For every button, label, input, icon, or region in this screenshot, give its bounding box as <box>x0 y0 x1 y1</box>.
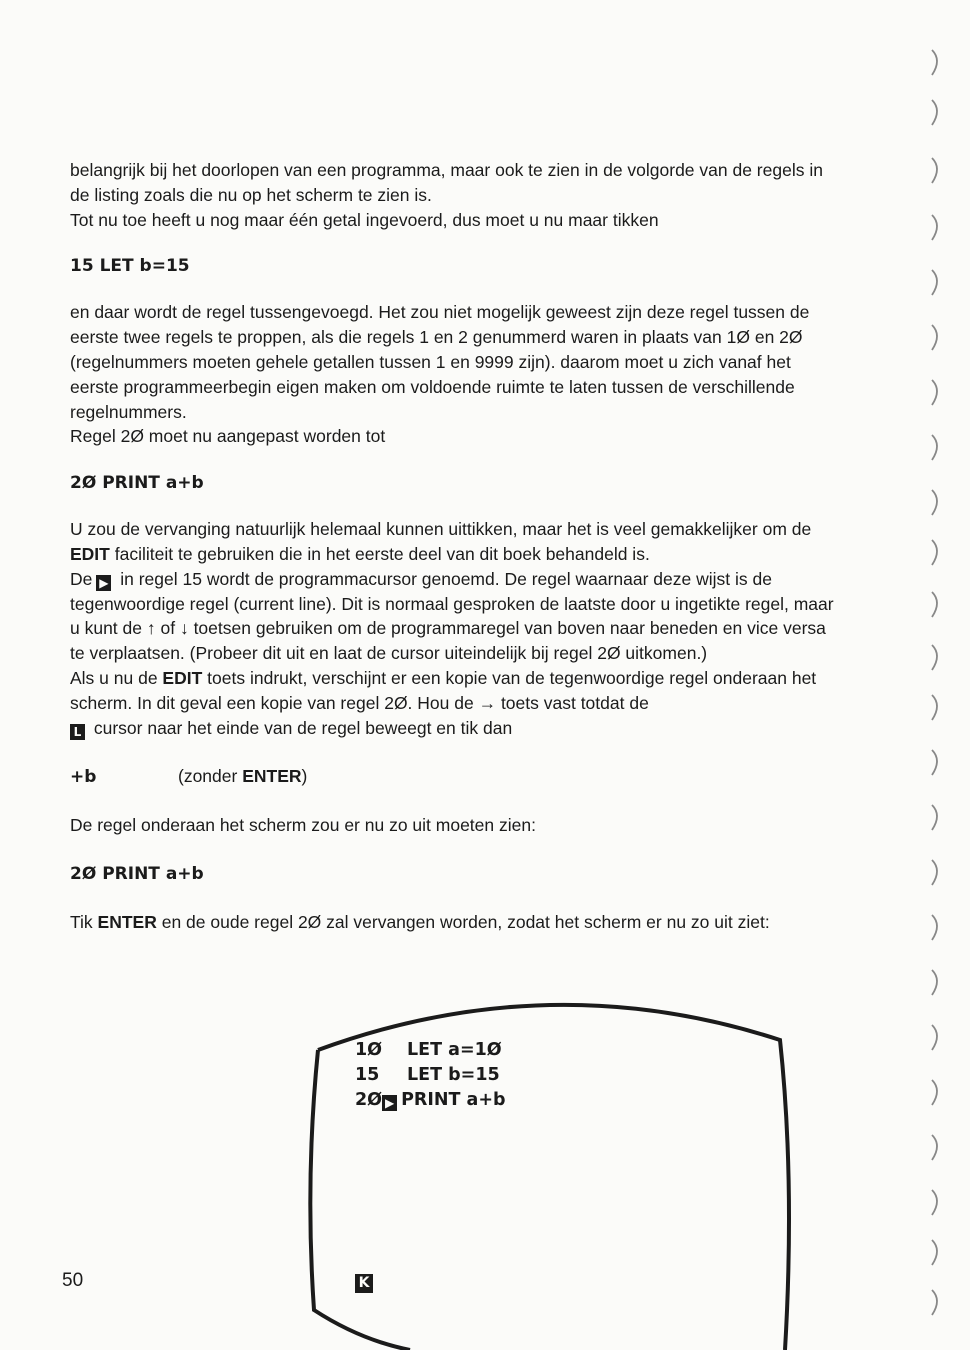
arrow-right-icon: → <box>478 692 497 713</box>
k-cursor <box>355 1272 373 1293</box>
k-cursor-icon: K <box>355 1274 373 1293</box>
paragraph-1: belangrijk bij het doorlopen van een programma, maar ook te zien in de volgorde van de regels in de listing zoals die nu op het scherm te zien is. <box>70 160 823 205</box>
l-cursor-icon: L <box>70 724 85 740</box>
paragraph-3: en daar wordt de regel tussengevoegd. Het zou niet mogelijk geweest zijn deze regel tussen de eerste twee regels te proppen, als die regels 1 en 2 genummerd waren in plaats van 1Ø en 2Ø (regelnummers moeten gehele getallen tussen 1 en 9999 zijn). daarom moet u zich vanaf het eerste programmeerbegin eigen maken om voldoende ruimte te laten tussen de verschillende regelnummers. <box>70 302 810 422</box>
code-line-20: 2Ø PRINT a+b <box>70 473 204 494</box>
paragraph-5: U zou de vervanging natuurlijk helemaal kunnen uittikken, maar het is veel gemakkelijker om de EDIT faciliteit te gebruiken die in het eerste deel van dit boek behandeld is. <box>70 519 812 564</box>
code-plus-b: +b (zonder ENTER) <box>70 766 308 788</box>
paragraph-7: Als u nu de EDIT toets indrukt, verschijnt er een kopie van de tegenwoordige regel onderaan het scherm. In dit geval een kopie van regel 2Ø. Hou de → toets vast totdat de <box>70 667 817 713</box>
arrow-up-icon: ↑ <box>146 618 156 639</box>
paragraph-9: De regel onderaan het scherm zou er nu zo uit moeten zien: <box>70 815 536 836</box>
arrow-down-icon: ↓ <box>179 618 189 639</box>
code-line-20-b: 2Ø PRINT a+b <box>70 864 204 885</box>
paragraph-2: Tot nu toe heeft u nog maar één getal ingevoerd, dus moet u nu maar tikken <box>70 209 659 230</box>
screen-program-cursor-icon: ▶ <box>382 1095 397 1111</box>
page-number: 50 <box>62 1270 84 1291</box>
paragraph-6: De ▶ in regel 15 wordt de programmacursor genoemd. De regel waarnaar deze wijst is de tegenwoordige regel (current line). Dit is normaal gesproken de laatste door u ingetikte regel, maar u kunt de ↑ of ↓ toetsen gebruiken om de programmaregel van boven naar beneden en vice versa te verplaatsen. (Probeer dit uit en laat de cursor uiteindelijk bij regel 2Ø uitkomen.) <box>70 568 834 664</box>
tv-screen-frame <box>300 980 800 1350</box>
code-line-15: 15 LET b=15 <box>70 256 190 277</box>
edit-key-label: EDIT <box>70 543 110 564</box>
paragraph-10: Tik ENTER en de oude regel 2Ø zal vervangen worden, zodat het scherm er nu zo uit ziet: <box>70 912 770 933</box>
edit-key-label-2: EDIT <box>162 667 203 688</box>
screen-line-15: 15 LET b=15 <box>355 1065 500 1085</box>
paragraph-4: Regel 2Ø moet nu aangepast worden tot <box>70 426 386 447</box>
paragraph-8: L cursor naar het einde van de regel beweegt en tik dan <box>70 716 836 741</box>
screen-line-10: 1Ø LET a=1Ø <box>355 1040 502 1060</box>
binding-rings <box>920 40 960 1340</box>
enter-key-label: ENTER <box>97 912 157 933</box>
program-cursor-icon: ▶ <box>96 575 111 591</box>
screen-line-20: 2Ø ▶ PRINT a+b <box>355 1090 506 1110</box>
main-text <box>70 158 836 935</box>
screen-listing <box>355 1038 506 1113</box>
